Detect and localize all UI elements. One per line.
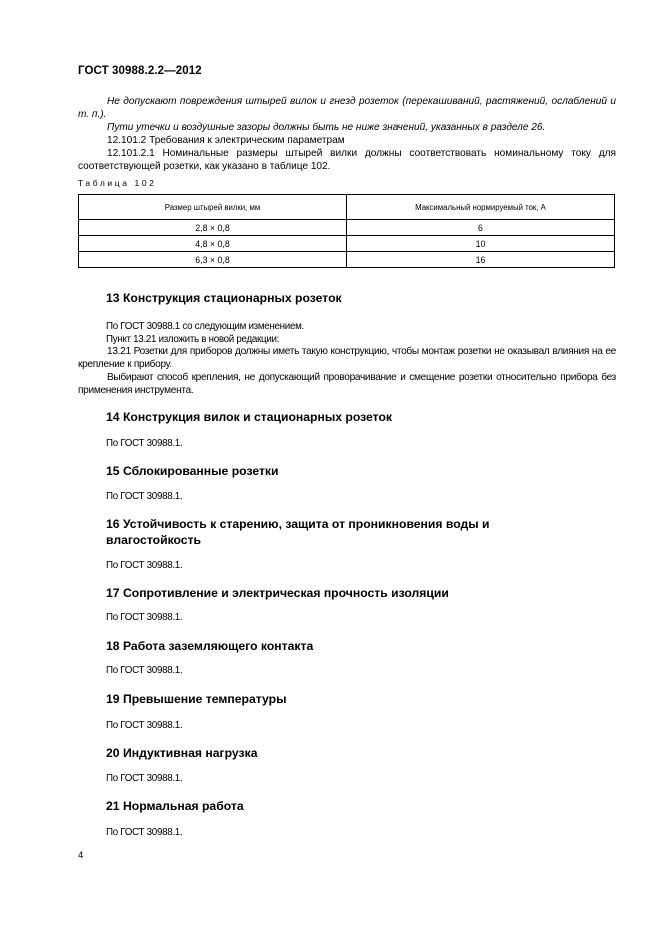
section-14-text: По ГОСТ 30988.1. [106, 438, 183, 449]
section-16-title: 16 Устойчивость к старению, защита от проникновения воды и влагостойкость [106, 517, 490, 547]
table-caption: Таблица 102 [78, 178, 157, 188]
section-18-text: По ГОСТ 30988.1. [106, 665, 183, 676]
standard-header: ГОСТ 30988.2.2—2012 [78, 65, 202, 77]
clause-13-21: 13.21 Розетки для приборов должны иметь такую конструкцию, чтобы монтаж розетки не оказывал влияния на ее крепление к прибору. [78, 346, 616, 370]
max-current-cell: 6 [347, 220, 615, 236]
section-19-text: По ГОСТ 30988.1. [106, 720, 183, 731]
intro-damage-paragraph: Не допускают повреждения штырей вилок и гнезд розеток (перекашиваний, растяжений, ослаблений и т. п.). [78, 96, 616, 120]
section-15-text: По ГОСТ 30988.1. [106, 491, 183, 502]
pin-size-table [78, 194, 615, 268]
clause-12-101-2: 12.101.2 Требования к электрическим параметрам [107, 135, 345, 146]
section-14-title: 14 Конструкция вилок и стационарных розеток [106, 410, 393, 424]
max-current-cell: 16 [347, 252, 615, 268]
page-number: 4 [78, 850, 84, 861]
section-19-title: 19 Превышение температуры [106, 692, 287, 706]
pin-size-cell: 6,3 × 0,8 [79, 252, 347, 268]
section-16-text: По ГОСТ 30988.1. [106, 560, 183, 571]
section-13-text: По ГОСТ 30988.1 со следующим изменением. [106, 321, 304, 332]
table-row [79, 220, 615, 236]
table-row [79, 236, 615, 252]
max-current-cell: 10 [347, 236, 615, 252]
section-17-title: 17 Сопротивление и электрическая прочность изоляции [106, 586, 449, 600]
section-17-text: По ГОСТ 30988.1. [106, 612, 183, 623]
intro-creepage-paragraph: Пути утечки и воздушные зазоры должны быть не ниже значений, указанных в разделе 26. [107, 122, 546, 133]
table-header-cell: Размер штырей вилки, мм [79, 195, 347, 220]
section-21-title: 21 Нормальная работа [106, 799, 244, 813]
section-20-title: 20 Индуктивная нагрузка [106, 746, 258, 760]
section-21-text: По ГОСТ 30988.1. [106, 827, 183, 838]
pin-size-cell: 2,8 × 0,8 [79, 220, 347, 236]
table-header-row [79, 195, 615, 220]
table-header-cell: Максимальный нормируемый ток, А [347, 195, 615, 220]
table-row [79, 252, 615, 268]
section-15-title: 15 Сблокированные розетки [106, 464, 279, 478]
section-13-title: 13 Конструкция стационарных розеток [106, 291, 342, 305]
section-13-text: Пункт 13.21 изложить в новой редакции: [106, 334, 280, 345]
pin-size-cell: 4,8 × 0,8 [79, 236, 347, 252]
clause-12-101-2-1: 12.101.2.1 Номинальные размеры штырей вилки должны соответствовать номинальному току для соответствующей розетки, как указано в таблице 102. [78, 148, 616, 172]
section-20-text: По ГОСТ 30988.1. [106, 773, 183, 784]
section-13-fixing-paragraph: Выбирают способ крепления, не допускающий проворачивание и смещение розетки относительно прибора без применения инструмента. [78, 372, 616, 396]
section-18-title: 18 Работа заземляющего контакта [106, 639, 314, 653]
